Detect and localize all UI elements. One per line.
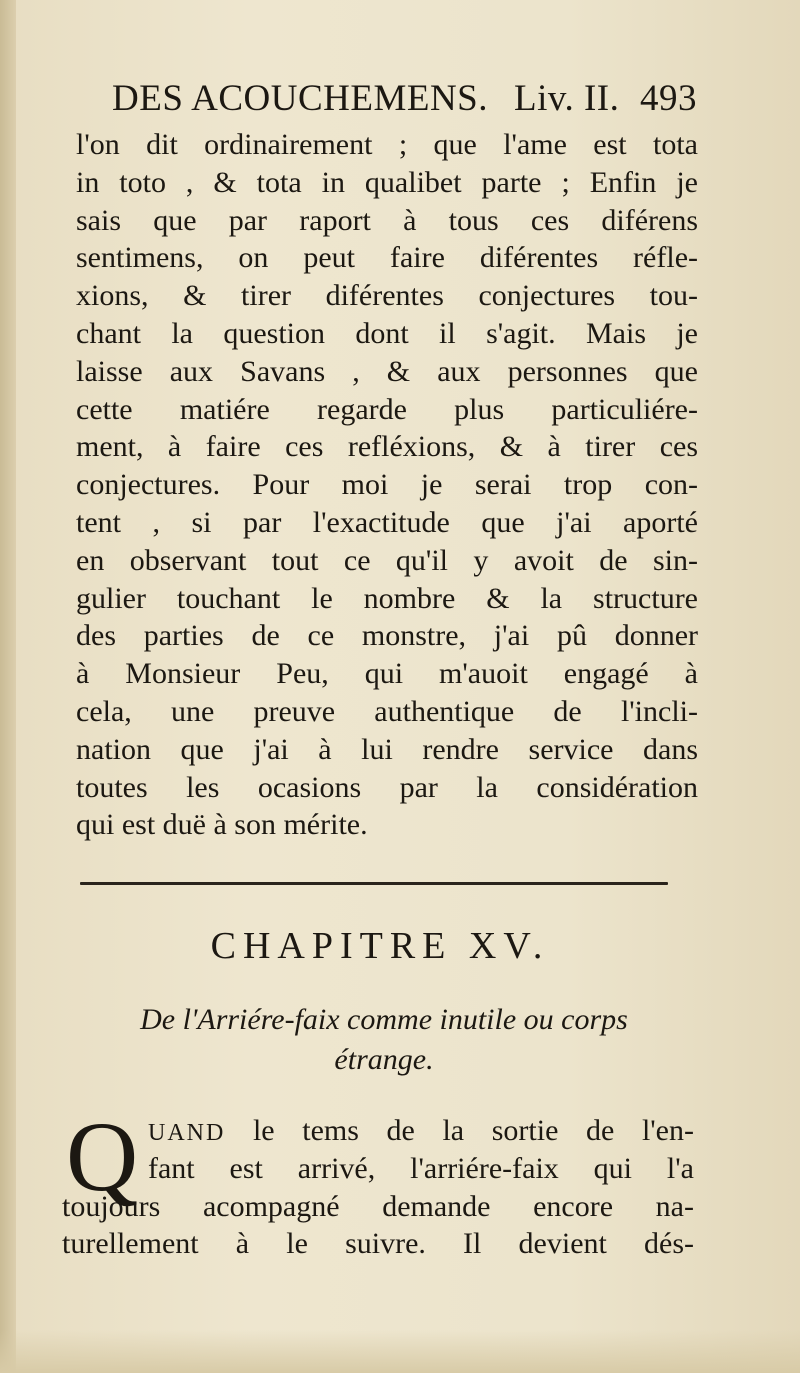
- text-line: fant est arrivé, l'arriére-faix qui l'a: [148, 1151, 694, 1185]
- text-line: cela, une preuve authentique de l'incli-: [76, 694, 698, 728]
- chapter-subtitle: [78, 1000, 690, 1080]
- text-line: gulier touchant le nombre & la structure: [76, 581, 698, 615]
- page-number: 493: [640, 78, 697, 119]
- text-line: cette matiére regarde plus particuliére-: [76, 392, 698, 426]
- drop-cap: Q: [66, 1101, 139, 1212]
- text-line: ment, à faire ces refléxions, & à tirer ces: [76, 430, 698, 464]
- page-bottom-edge: [0, 1330, 800, 1373]
- text-line: sentimens, on peut faire diférentes réfle-: [76, 241, 698, 275]
- section-rule: [80, 882, 668, 885]
- first-paragraph-text: [62, 1101, 694, 1263]
- text-line: conjectures. Pour moi je serai trop con-: [76, 468, 698, 502]
- text-line: xions, & tirer diférentes conjectures tou-: [76, 279, 698, 313]
- text-line: l'on dit ordinairement ; que l'ame est tota: [76, 128, 698, 161]
- first-paragraph: [62, 1101, 702, 1312]
- page-gutter-edge: [0, 0, 16, 1373]
- text-line: sais que par raport à tous ces diférens: [76, 203, 698, 237]
- text-line: en observant tout ce qu'il y avoit de sin-: [76, 543, 698, 577]
- running-head: [112, 74, 697, 124]
- text-line: nation que j'ai à lui rendre service dans: [76, 732, 698, 766]
- text-line: des parties de ce monstre, j'ai pû donner: [76, 619, 698, 653]
- chapter-subtitle-line: étrange.: [334, 1043, 434, 1076]
- text-line: toutes les ocasions par la considération: [76, 770, 698, 804]
- text-fragment: le tems de la sortie de l'en-: [225, 1114, 694, 1147]
- chapter-subtitle-line: De l'Arriére-faix comme inutile ou corps: [140, 1003, 628, 1036]
- running-head-title: DES ACOUCHEMENS.: [112, 78, 488, 119]
- body-text: [76, 126, 698, 844]
- chapter-heading: CHAPITRE XV.: [210, 925, 550, 967]
- text-line: turellement à le suivre. Il devient dés-: [62, 1227, 694, 1261]
- text-line: à Monsieur Peu, qui m'auoit engagé à: [76, 657, 698, 691]
- text-line: chant la question dont il s'agit. Mais je: [76, 316, 698, 350]
- running-head-book: Liv. II.: [514, 78, 620, 119]
- text-line: qui est duë à son mérite.: [76, 808, 368, 842]
- text-line: tent , si par l'exactitude que j'ai aporté: [76, 505, 698, 539]
- text-line: laisse aux Savans , & aux personnes que: [76, 354, 698, 388]
- text-line: toujours acompagné demande encore na-: [62, 1189, 694, 1223]
- text-line: [62, 1112, 694, 1150]
- text-line: in toto , & tota in qualibet parte ; Enfin je: [76, 165, 698, 199]
- smallcaps-word: UAND: [148, 1120, 226, 1146]
